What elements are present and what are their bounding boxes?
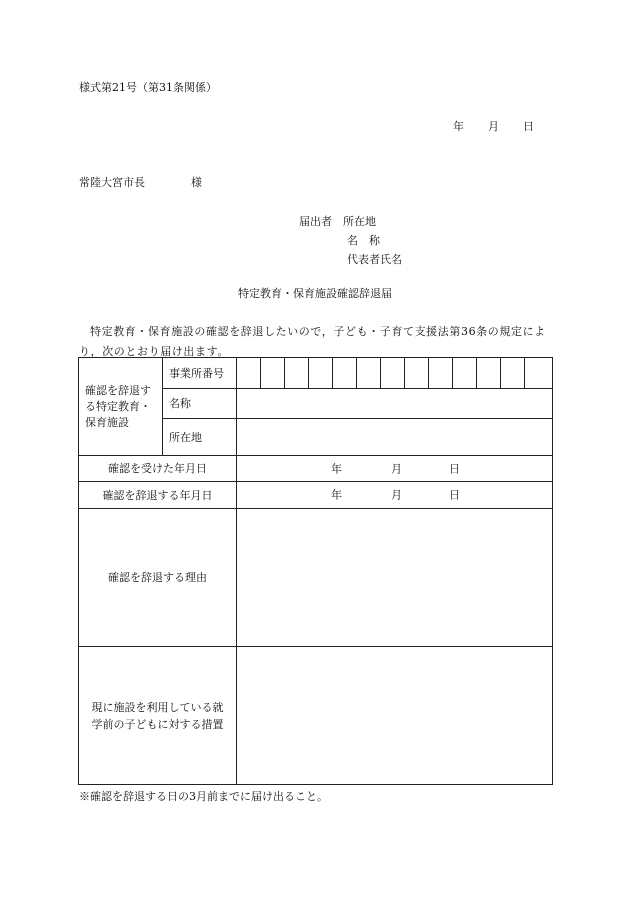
withdraw-date-label: 確認を辞退する年月日 [79,482,237,509]
notifier-name-label: 名 称 [347,234,380,247]
notifier-block [299,212,402,269]
business-number-digit[interactable] [357,358,381,389]
facility-group-label: 確認を辞退する特定教育・保育施設 [79,358,163,456]
withdraw-month: 月 [391,488,402,502]
business-number-digit[interactable] [237,358,261,389]
date-month: 月 [488,120,499,133]
facility-address-field[interactable] [237,419,553,456]
notifier-address-label: 所在地 [343,215,376,228]
reason-row [79,509,553,647]
measures-field[interactable] [237,647,553,785]
measures-label: 現に施設を利用している就学前の子どもに対する措置 [79,647,237,785]
notifier-label: 届出者 [299,215,332,228]
confirmed-day: 日 [449,462,460,475]
facility-name-label: 名称 [163,389,237,419]
footnote: ※確認を辞退する日の3月前までに届け出ること。 [79,790,328,803]
business-number-digit[interactable] [309,358,333,389]
business-number-digit[interactable] [333,358,357,389]
business-number-digit[interactable] [381,358,405,389]
measures-row [79,647,553,785]
business-number-digit[interactable] [429,358,453,389]
form-title: 特定教育・保育施設確認辞退届 [238,287,392,300]
withdraw-date-row [79,482,553,509]
business-number-label: 事業所番号 [163,358,237,389]
business-number-digit[interactable] [285,358,309,389]
business-number-digit[interactable] [405,358,429,389]
date-year: 年 [453,120,464,133]
body-text: 特定教育・保育施設の確認を辞退したいので，子ども・子育て支援法第36条の規定により，次のとおり届け出ます。 [79,325,546,358]
date-line [453,121,534,132]
reason-field[interactable] [237,509,553,647]
confirmed-month: 月 [391,462,402,475]
withdraw-date-field[interactable] [237,482,553,509]
addressee-name: 常陸大宮市長 [79,176,145,189]
facility-name-field[interactable] [237,389,553,419]
confirmed-date-row [79,456,553,482]
business-number-row [79,358,553,389]
notifier-representative-label: 代表者氏名 [347,253,402,266]
business-number-digit[interactable] [477,358,501,389]
reason-label: 確認を辞退する理由 [79,509,237,647]
form-table [78,357,553,785]
confirmed-date-field[interactable] [237,456,553,482]
business-number-digit[interactable] [501,358,525,389]
withdraw-year: 年 [331,488,342,502]
confirmed-date-label: 確認を受けた年月日 [79,456,237,482]
facility-address-label: 所在地 [163,419,237,456]
date-day: 日 [523,120,534,133]
withdraw-day: 日 [449,488,460,502]
form-number: 様式第21号（第31条関係） [79,81,217,94]
confirmed-year: 年 [331,462,342,475]
business-number-digit[interactable] [525,358,553,389]
business-number-digit[interactable] [261,358,285,389]
business-number-digit[interactable] [453,358,477,389]
addressee [79,177,202,188]
addressee-honorific: 様 [191,176,202,189]
